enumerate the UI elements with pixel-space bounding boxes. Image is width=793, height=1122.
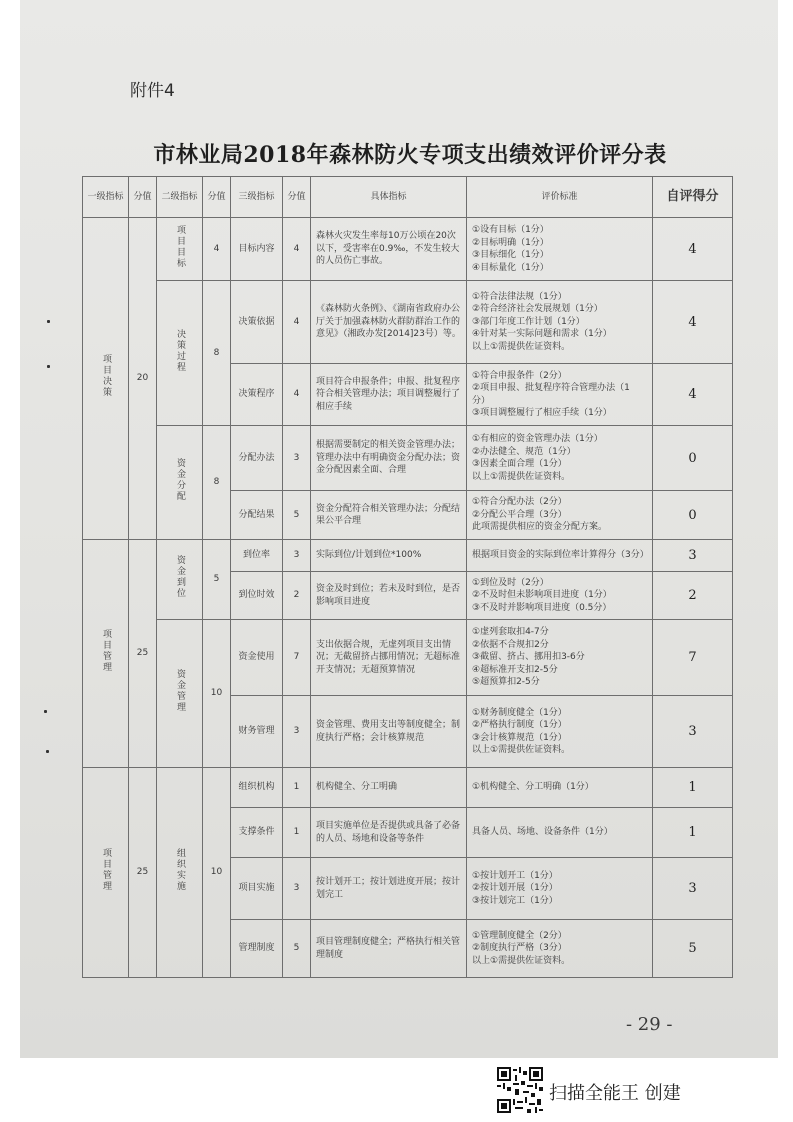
table-header-row [83,177,733,218]
level2-score: 10 [203,768,231,978]
level2-score: 5 [203,540,231,620]
level3-score: 5 [283,920,311,978]
scan-speck [47,320,50,323]
detail-text: 根据需要制定的相关资金管理办法；管理办法中有明确资金分配办法；资金分配因素全面、合理 [311,426,467,491]
self-score: 4 [653,281,733,364]
level2-label: 组织实施 [175,848,185,892]
detail-text: 《森林防火条例》、《湖南省政府办公厅关于加强森林防火群防群治工作的意见》（湘政办发[2014]23号）等。 [311,281,467,364]
level2-cell [157,768,203,978]
level2-score: 4 [203,218,231,281]
qr-code-icon [497,1067,543,1113]
criteria-text: ①虚列套取扣4-7分 ②依据不合规扣2分 ③截留、挤占、挪用扣3-6分 ④超标准开支扣2-5分 ⑤超预算扣2-5分 [467,620,653,696]
criteria-text: ①到位及时（2分） ②不及时但未影响项目进度（1分） ③不及时并影响项目进度（0.5分） [467,572,653,620]
self-score: 5 [653,920,733,978]
self-score: 4 [653,364,733,426]
level3-label: 决策依据 [231,281,283,364]
level2-cell [157,218,203,281]
header-cell: 分值 [283,177,311,218]
criteria-text: 具备人员、场地、设备条件（1分） [467,808,653,858]
detail-text: 资金分配符合相关管理办法；分配结果公平合理 [311,491,467,540]
detail-text: 实际到位/计划到位*100% [311,540,467,572]
detail-text: 项目管理制度健全；严格执行相关管理制度 [311,920,467,978]
table-row [83,620,733,696]
detail-text: 项目实施单位是否提供或具备了必备的人员、场地和设备等条件 [311,808,467,858]
detail-text: 按计划开工；按计划进度开展；按计划完工 [311,858,467,920]
scan-speck [47,365,50,368]
criteria-text: ①管理制度健全（2分） ②制度执行严格（3分） 以上①需提供佐证资料。 [467,920,653,978]
self-score: 7 [653,620,733,696]
criteria-text: ①按计划开工（1分） ②按计划开展（1分） ③按计划完工（1分） [467,858,653,920]
criteria-text: 根据项目资金的实际到位率计算得分（3分） [467,540,653,572]
annex-label: 附件4 [130,81,175,101]
evaluation-table [82,176,733,978]
level3-label: 组织机构 [231,768,283,808]
level2-label: 资金管理 [175,669,185,713]
detail-text: 支出依据合规，无虚列项目支出情况；无截留挤占挪用情况；无超标准开支情况；无超预算情况 [311,620,467,696]
level3-score: 3 [283,426,311,491]
detail-text: 项目符合申报条件；申报、批复程序符合相关管理办法；项目调整履行了相应手续 [311,364,467,426]
level3-label: 支撑条件 [231,808,283,858]
level2-label: 项目目标 [175,224,185,269]
table-row [83,768,733,808]
self-score: 1 [653,768,733,808]
self-score: 4 [653,218,733,281]
detail-text: 资金及时到位；若未及时到位，是否影响项目进度 [311,572,467,620]
level3-label: 分配结果 [231,491,283,540]
self-score: 3 [653,858,733,920]
document-title: 市林业局2018年森林防火专项支出绩效评价评分表 [153,142,667,168]
level2-score: 8 [203,426,231,540]
level3-score: 2 [283,572,311,620]
level3-label: 到位时效 [231,572,283,620]
level3-score: 3 [283,540,311,572]
header-cell: 评价标准 [467,177,653,218]
level2-cell [157,281,203,426]
header-cell: 自评得分 [653,177,733,218]
level3-score: 4 [283,281,311,364]
self-score: 0 [653,491,733,540]
level2-score: 10 [203,620,231,768]
detail-text: 资金管理、费用支出等制度健全；制度执行严格；会计核算规范 [311,696,467,768]
level3-label: 项目实施 [231,858,283,920]
header-cell: 分值 [203,177,231,218]
header-cell: 二级指标 [157,177,203,218]
criteria-text: ①有相应的资金管理办法（1分） ②办法健全、规范（1分） ③因素全面合理（1分） 以上①需提供佐证资料。 [467,426,653,491]
level2-cell [157,426,203,540]
level2-label: 决策过程 [175,328,185,373]
self-score: 3 [653,696,733,768]
table-row [83,218,733,281]
level3-score: 3 [283,858,311,920]
scan-speck [44,710,47,713]
level1-cell [83,540,129,768]
level3-score: 4 [283,218,311,281]
self-score: 1 [653,808,733,858]
level3-score: 4 [283,364,311,426]
level3-label: 管理制度 [231,920,283,978]
self-score: 2 [653,572,733,620]
level2-cell [157,540,203,620]
self-score: 0 [653,426,733,491]
detail-text: 森林火灾发生率每10万公顷在20次以下，受害率在0.9‰，不发生较大的人员伤亡事故。 [311,218,467,281]
level3-score: 7 [283,620,311,696]
level1-cell [83,768,129,978]
level1-cell [83,218,129,540]
level3-label: 财务管理 [231,696,283,768]
level2-score: 8 [203,281,231,426]
criteria-text: ①符合法律法规（1分） ②符合经济社会发展规划（1分） ③部门年度工作计划（1分） ④针对某一实际问题和需求（1分） 以上①需提供佐证资料。 [467,281,653,364]
level1-score: 20 [129,218,157,540]
level3-label: 到位率 [231,540,283,572]
detail-text: 机构健全、分工明确 [311,768,467,808]
header-cell: 分值 [129,177,157,218]
level3-label: 目标内容 [231,218,283,281]
level1-score: 25 [129,768,157,978]
header-cell: 一级指标 [83,177,129,218]
scan-speck [46,750,49,753]
level1-label: 项目管理 [101,629,111,673]
criteria-text: ①机构健全、分工明确（1分） [467,768,653,808]
table-row [83,540,733,572]
table-row [83,426,733,491]
level3-score: 1 [283,768,311,808]
header-cell: 具体指标 [311,177,467,218]
level3-score: 1 [283,808,311,858]
criteria-text: ①财务制度健全（1分） ②严格执行制度（1分） ③会计核算规范（1分） 以上①需提供佐证资料。 [467,696,653,768]
level1-label: 项目管理 [101,848,111,892]
table-row [83,281,733,364]
scanner-brand-label: 扫描全能王 创建 [549,1083,681,1104]
level3-label: 分配办法 [231,426,283,491]
self-score: 3 [653,540,733,572]
header-cell: 三级指标 [231,177,283,218]
level3-label: 决策程序 [231,364,283,426]
level2-cell [157,620,203,768]
criteria-text: ①设有目标（1分） ②目标明确（1分） ③目标细化（1分） ④目标量化（1分） [467,218,653,281]
level3-score: 3 [283,696,311,768]
level1-score: 25 [129,540,157,768]
page-number: - 29 - [626,1014,673,1035]
level3-label: 资金使用 [231,620,283,696]
criteria-text: ①符合分配办法（2分） ②分配公平合理（3分） 此项需提供相应的资金分配方案。 [467,491,653,540]
level2-label: 资金分配 [175,458,185,502]
level1-label: 项目决策 [101,354,111,398]
level2-label: 资金到位 [175,555,185,599]
level3-score: 5 [283,491,311,540]
criteria-text: ①符合申报条件（2分） ②项目申报、批复程序符合管理办法（1分） ③项目调整履行了相应手续（1分） [467,364,653,426]
